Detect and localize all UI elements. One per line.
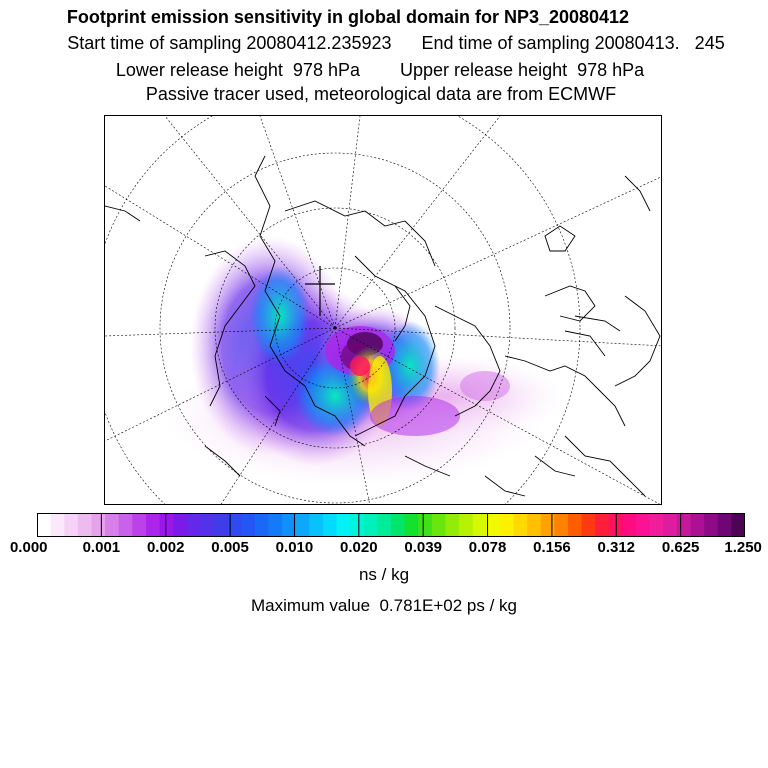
colorbar-tick-label: 0.039 [404,539,442,556]
release-height-line: Lower release height 978 hPa Upper release height 978 hPa [115,60,645,80]
colorbar-tick-label: 1.250 [724,539,762,556]
colorbar-swatch [459,513,473,537]
sampling-time-line: Start time of sampling 20080412.235923 End time of sampling 20080413. 245 [67,33,725,53]
colorbar-swatch [364,513,378,537]
colorbar-unit: ns / kg [358,565,410,584]
colorbar-tick-label: 0.010 [275,539,314,556]
colorbar-swatch [268,513,282,537]
colorbar-swatch [241,513,255,537]
tracer-info-line: Passive tracer used, meteorological data are from ECMWF [145,84,617,104]
colorbar-swatch [622,513,636,537]
polar-map-svg [105,116,662,505]
colorbar-tick-label: 0.005 [211,539,249,556]
colorbar-swatch [405,513,419,537]
colorbar-tick-label: 0.020 [340,539,378,556]
colorbar-swatch [309,513,323,537]
colorbar-swatch [200,513,214,537]
colorbar-tick-label: 0.625 [661,539,700,556]
colorbar-swatch [296,513,310,537]
colorbar-swatch [323,513,337,537]
colorbar-swatch [105,513,119,537]
colorbar-swatch [91,513,105,537]
colorbar-swatch [650,513,664,537]
colorbar-swatch [350,513,364,537]
colorbar [37,513,745,537]
colorbar-swatch [64,513,78,537]
colorbar-swatch [377,513,391,537]
colorbar-swatch [582,513,596,537]
colorbar-swatch [704,513,718,537]
colorbar-swatch [486,513,500,537]
colorbar-swatch [691,513,705,537]
colorbar-swatch [636,513,650,537]
colorbar-swatch [568,513,582,537]
colorbar-swatch [541,513,555,537]
colorbar-swatch [214,513,228,537]
colorbar-swatch [337,513,351,537]
colorbar-swatch [132,513,146,537]
colorbar-swatch [146,513,160,537]
colorbar-swatch [718,513,732,537]
colorbar-swatch [391,513,405,537]
colorbar-tick-label: 0.156 [533,539,571,556]
colorbar-tick-label: 0.000 [9,539,48,556]
colorbar-swatch [527,513,541,537]
colorbar-swatch [173,513,187,537]
map-title: Footprint emission sensitivity in global domain for NP3_20080412 [66,7,630,27]
colorbar-swatch [663,513,677,537]
colorbar-swatch [160,513,174,537]
colorbar-swatch [51,513,65,537]
colorbar-swatch [731,513,745,537]
colorbar-swatch [418,513,432,537]
colorbar-swatch [473,513,487,537]
colorbar-swatch [554,513,568,537]
colorbar-swatch [432,513,446,537]
colorbar-swatch [78,513,92,537]
colorbar-tick-label: 0.001 [82,539,121,556]
colorbar-swatch [119,513,133,537]
colorbar-swatch [445,513,459,537]
colorbar-tick-label: 0.002 [146,539,185,556]
colorbar-swatch [187,513,201,537]
footprint-field [165,236,565,486]
colorbar-swatch [677,513,691,537]
colorbar-swatch [595,513,609,537]
colorbar-swatch [37,513,51,537]
colorbar-swatch [255,513,269,537]
maximum-value-text: Maximum value 0.781E+02 ps / kg [251,596,517,615]
colorbar-swatch [500,513,514,537]
footprint-map [104,115,662,505]
colorbar-swatch [514,513,528,537]
colorbar-tick-label: 0.078 [468,539,507,556]
colorbar-tick-label: 0.312 [597,539,636,556]
